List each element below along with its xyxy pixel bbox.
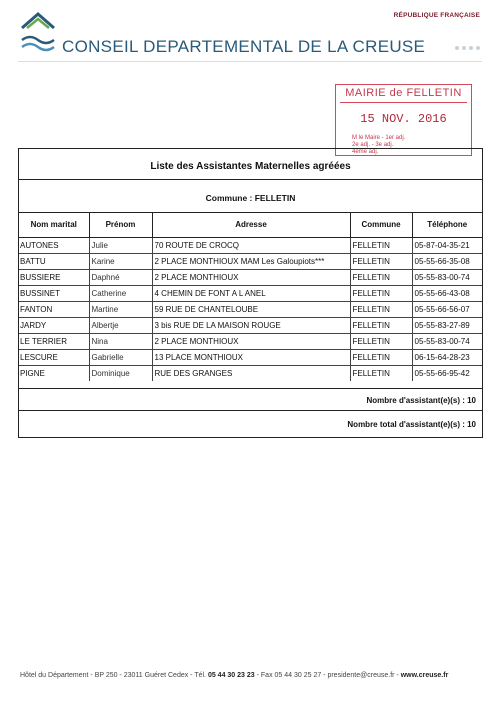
cell-commune: FELLETIN (350, 237, 412, 253)
cell-adresse: 3 bis RUE DE LA MAISON ROUGE (152, 317, 350, 333)
cell-telephone: 05-55-66-56-07 (412, 301, 482, 317)
header-row (19, 213, 482, 237)
total-row (19, 411, 482, 437)
table-row (19, 301, 482, 317)
table-row (19, 333, 482, 349)
cell-nom: PIGNE (19, 365, 89, 381)
cell-prenom: Karine (89, 253, 152, 269)
data-grid (19, 213, 482, 381)
col-header-prenom: Prénom (89, 213, 152, 237)
stamp-line-1: M le Maire - 1er adj. (352, 135, 406, 141)
cell-telephone: 05-55-83-27-89 (412, 317, 482, 333)
stamp-line-3: 4ème adj. (352, 149, 379, 155)
cell-commune: FELLETIN (350, 333, 412, 349)
cell-adresse: 4 CHEMIN DE FONT A L ANEL (152, 285, 350, 301)
cell-telephone: 06-15-64-28-23 (412, 349, 482, 365)
cell-nom: JARDY (19, 317, 89, 333)
cell-nom: FANTON (19, 301, 89, 317)
cell-telephone: 05-55-83-00-74 (412, 269, 482, 285)
document-title: Liste des Assistantes Maternelles agréées (150, 161, 351, 172)
cell-adresse: 59 RUE DE CHANTELOUBE (152, 301, 350, 317)
cell-commune: FELLETIN (350, 285, 412, 301)
header-divider (18, 61, 482, 62)
cell-nom: LE TERRIER (19, 333, 89, 349)
letterhead (0, 0, 500, 70)
table-row (19, 237, 482, 253)
footer-website: www.creuse.fr (400, 672, 449, 679)
cell-nom: BUSSIERE (19, 269, 89, 285)
assistantes-list-table (18, 148, 483, 438)
stamp-title: MAIRIE de FELLETIN (345, 87, 462, 99)
table-row (19, 317, 482, 333)
cell-adresse: 70 ROUTE DE CROCQ (152, 237, 350, 253)
footer-fax-email: - Fax 05 44 30 25 27 - presidente@creuse.fr - (256, 672, 399, 679)
col-header-nom: Nom marital (19, 213, 89, 237)
cell-telephone: 05-55-66-43-08 (412, 285, 482, 301)
cell-commune: FELLETIN (350, 317, 412, 333)
cell-prenom: Dominique (89, 365, 152, 381)
cell-commune: FELLETIN (350, 301, 412, 317)
cell-prenom: Nina (89, 333, 152, 349)
col-header-commune: Commune (350, 213, 412, 237)
cell-prenom: Daphné (89, 269, 152, 285)
total-count: Nombre total d'assistant(e)(s) : 10 (347, 420, 476, 429)
cell-adresse: RUE DES GRANGES (152, 365, 350, 381)
cell-commune: FELLETIN (350, 253, 412, 269)
cell-commune: FELLETIN (350, 349, 412, 365)
cell-commune: FELLETIN (350, 269, 412, 285)
cell-telephone: 05-55-83-00-74 (412, 333, 482, 349)
cell-prenom: Julie (89, 237, 152, 253)
commune-row (19, 180, 482, 213)
col-header-adresse: Adresse (152, 213, 350, 237)
mairie-received-stamp (335, 84, 472, 156)
table-row (19, 285, 482, 301)
organization-name: CONSEIL DEPARTEMENTAL DE LA CREUSE (62, 37, 426, 56)
cell-adresse: 2 PLACE MONTHIOUX (152, 269, 350, 285)
commune-heading: Commune : FELLETIN (205, 193, 296, 203)
page-footer (20, 672, 448, 679)
cell-adresse: 2 PLACE MONTHIOUX (152, 333, 350, 349)
footer-phone: 05 44 30 23 23 (207, 672, 255, 679)
stamp-divider (340, 102, 467, 103)
cell-prenom: Catherine (89, 285, 152, 301)
count-row (19, 388, 482, 411)
col-header-telephone: Téléphone (412, 213, 482, 237)
cell-telephone: 05-55-66-35-08 (412, 253, 482, 269)
cell-prenom: Gabrielle (89, 349, 152, 365)
cell-commune: FELLETIN (350, 365, 412, 381)
cell-nom: AUTONES (19, 237, 89, 253)
cell-adresse: 13 PLACE MONTHIOUX (152, 349, 350, 365)
republique-francaise-label: RÉPUBLIQUE FRANÇAISE (393, 12, 480, 19)
cell-nom: LESCURE (19, 349, 89, 365)
cell-adresse: 2 PLACE MONTHIOUX MAM Les Galoupiots*** (152, 253, 350, 269)
cell-prenom: Martine (89, 301, 152, 317)
table-row (19, 349, 482, 365)
cell-telephone: 05-55-66-95-42 (412, 365, 482, 381)
table-row (19, 365, 482, 381)
footer-address: Hôtel du Département - BP 250 - 23011 Guéret Cedex - Tél. (20, 672, 206, 679)
cell-nom: BUSSINET (19, 285, 89, 301)
cell-nom: BATTU (19, 253, 89, 269)
table-row (19, 253, 482, 269)
decorative-dots-icon (454, 44, 480, 52)
cell-prenom: Albertje (89, 317, 152, 333)
commune-count: Nombre d'assistant(e)(s) : 10 (366, 396, 476, 405)
title-row (19, 149, 482, 180)
stamp-line-2: 2e adj. - 3e adj. (352, 142, 394, 148)
creuse-logo-icon (18, 10, 58, 56)
cell-telephone: 05-87-04-35-21 (412, 237, 482, 253)
table-row (19, 269, 482, 285)
stamp-date: 15 NOV. 2016 (360, 112, 447, 126)
